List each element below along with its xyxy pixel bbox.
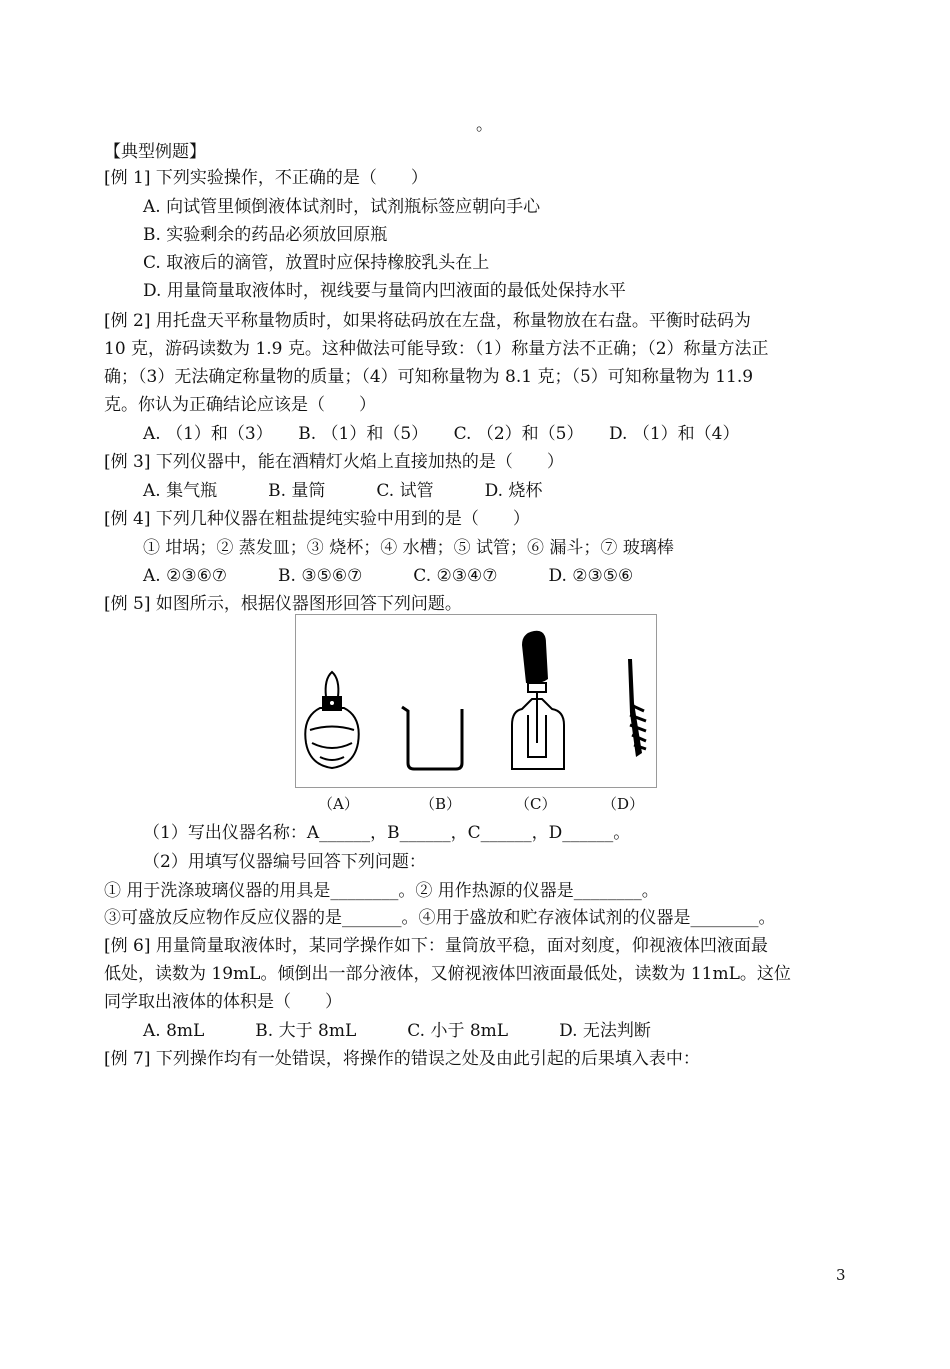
example-5-part-1: （1）写出仪器名称：A______，B______，C______，D______。 bbox=[143, 823, 631, 843]
example-6-line-2: 低处，读数为 19mL。倾倒出一部分液体，又俯视液体凹液面最低处，读数为 11mL。这位 bbox=[104, 964, 791, 984]
example-6-line-3: 同学取出液体的体积是（ ） bbox=[104, 992, 342, 1012]
example-5-part-2: （2）用填写仪器编号回答下列问题： bbox=[143, 852, 426, 872]
alcohol-lamp-icon bbox=[305, 672, 358, 768]
figure-label-b: （B） bbox=[420, 795, 462, 813]
example-5-sub-34: ③可盛放反应物作反应仪器的是_______。④用于盛放和贮存液体试剂的仪器是________。 bbox=[104, 908, 776, 928]
apparatus-figure bbox=[295, 614, 657, 788]
example-5-sub-12: ① 用于洗涤玻璃仪器的用具是________。② 用作热源的仪器是________。 bbox=[104, 881, 659, 901]
example-6-line-1: [例 6] 用量筒量取液体时，某同学操作如下：量筒放平稳，面对刻度，仰视液体凹液面最 bbox=[104, 936, 768, 956]
example-7-question: [例 7] 下列操作均有一处错误，将操作的错误之处及由此引起的后果填入表中： bbox=[104, 1049, 700, 1069]
example-2-line-1: [例 2] 用托盘天平称量物质时，如果将砝码放在左盘，称量物放在右盘。平衡时砝码为 bbox=[104, 311, 751, 331]
example-2-line-3: 确；（3）无法确定称量物的质量；（4）可知称量物为 8.1 克；（5）可知称量物为 11.9 bbox=[104, 367, 754, 387]
figure-label-c: （C） bbox=[515, 795, 557, 813]
example-1-option-d: D. 用量筒量取液体时，视线要与量筒内凹液面的最低处保持水平 bbox=[143, 281, 626, 301]
example-1-question: [例 1] 下列实验操作，不正确的是（ ） bbox=[104, 168, 428, 188]
top-mark: 。 bbox=[476, 115, 493, 135]
example-2-options: A. （1）和（3） B. （1）和（5） C. （2）和（5） D. （1）和（4） bbox=[143, 424, 740, 444]
figure-label-a: （A） bbox=[318, 795, 359, 813]
example-1-option-a: A. 向试管里倾倒液体试剂时，试剂瓶标签应朝向手心 bbox=[143, 197, 541, 217]
example-2-line-4: 克。你认为正确结论应该是（ ） bbox=[104, 395, 376, 415]
test-tube-brush-icon bbox=[628, 659, 646, 757]
beaker-icon bbox=[402, 707, 462, 769]
example-3-question: [例 3] 下列仪器中，能在酒精灯火焰上直接加热的是（ ） bbox=[104, 452, 564, 472]
example-6-options: A. 8mL B. 大于 8mL C. 小于 8mL D. 无法判断 bbox=[143, 1021, 651, 1041]
example-3-options: A. 集气瓶 B. 量筒 C. 试管 D. 烧杯 bbox=[143, 481, 543, 501]
example-4-options: A. ②③⑥⑦ B. ③⑤⑥⑦ C. ②③④⑦ D. ②③⑤⑥ bbox=[143, 566, 634, 586]
example-1-option-b: B. 实验剩余的药品必须放回原瓶 bbox=[143, 225, 388, 245]
figure-label-d: （D） bbox=[602, 795, 645, 813]
example-1-option-c: C. 取液后的滴管，放置时应保持橡胶乳头在上 bbox=[143, 253, 490, 273]
example-4-question: [例 4] 下列几种仪器在粗盐提纯实验中用到的是（ ） bbox=[104, 509, 530, 529]
section-title: 【典型例题】 bbox=[104, 142, 206, 162]
example-4-items: ① 坩埚；② 蒸发皿；③ 烧杯；④ 水槽；⑤ 试管；⑥ 漏斗；⑦ 玻璃棒 bbox=[143, 538, 674, 558]
example-2-line-2: 10 克，游码读数为 1.9 克。这种做法可能导致：（1）称量方法不正确；（2）称量方法正 bbox=[104, 339, 769, 359]
example-5-question: [例 5] 如图所示，根据仪器图形回答下列问题。 bbox=[104, 594, 462, 614]
page-number: 3 bbox=[836, 1266, 846, 1284]
dropper-bottle-icon bbox=[512, 631, 564, 769]
